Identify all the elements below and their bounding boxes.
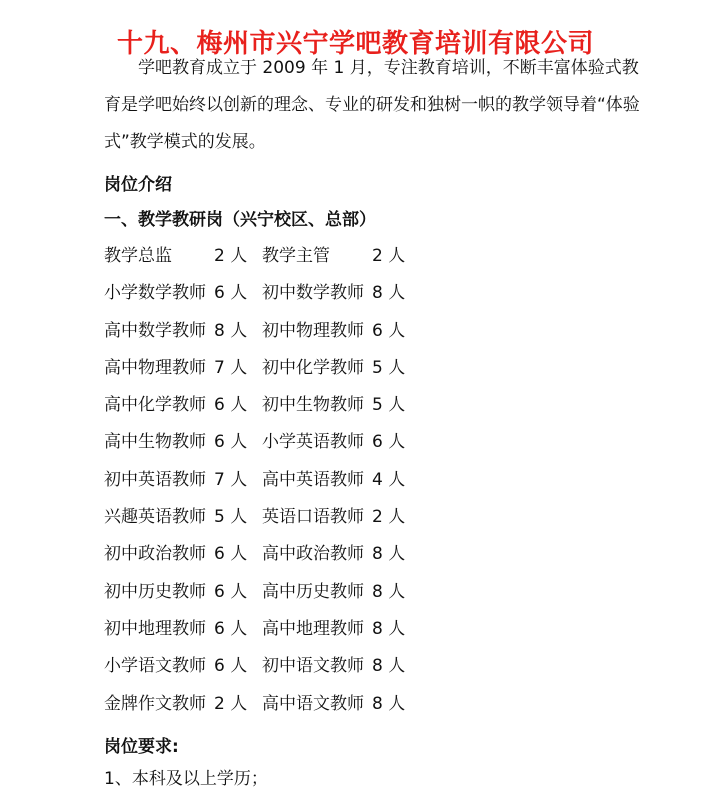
position-name: 高中地理教师 [262, 618, 364, 639]
requirements-heading: 岗位要求: [104, 737, 179, 757]
position-name: 兴趣英语教师 [104, 507, 206, 528]
position-name: 高中物理教师 [104, 357, 206, 378]
position-name: 初中政治教师 [104, 544, 206, 565]
position-count: 6 人 [372, 432, 406, 453]
position-row [104, 611, 420, 648]
position-name: 初中语文教师 [262, 656, 364, 677]
position-count: 2 人 [372, 246, 406, 266]
position-row [104, 275, 420, 312]
position-name: 小学语文教师 [104, 656, 206, 677]
position-count: 6 人 [372, 320, 406, 341]
position-row [104, 648, 420, 685]
position-count: 6 人 [214, 395, 248, 416]
section-heading-teaching: 一、教学教研岗（兴宁校区、总部） [104, 210, 376, 230]
position-row [104, 499, 420, 536]
position-name: 小学英语教师 [262, 432, 364, 453]
position-count: 8 人 [214, 320, 248, 341]
position-name: 小学数学教师 [104, 283, 206, 304]
position-count: 8 人 [372, 656, 406, 677]
company-intro-paragraph: 学吧教育成立于 2009 年 1 月，专注教育培训，不断丰富体验式教育是学吧始终以创新的理念、专业的研发和独树一帜的教学领导着“体验式”教学模式的发展。 [104, 58, 640, 152]
position-count: 8 人 [372, 618, 406, 639]
position-name: 高中生物教师 [104, 432, 206, 453]
position-count: 6 人 [214, 618, 248, 639]
position-row [104, 574, 420, 611]
position-name: 初中英语教师 [104, 469, 206, 490]
position-count: 7 人 [214, 469, 248, 490]
position-count: 6 人 [214, 581, 248, 602]
position-count: 6 人 [214, 432, 248, 453]
position-count: 8 人 [372, 693, 406, 714]
requirement-item: 1、本科及以上学历； [104, 769, 268, 789]
position-name: 初中化学教师 [262, 357, 364, 378]
position-count: 4 人 [372, 469, 406, 490]
position-name: 高中英语教师 [262, 469, 364, 490]
position-name: 教学主管 [262, 246, 330, 266]
position-name: 高中历史教师 [262, 581, 364, 602]
position-row [104, 238, 420, 275]
position-name: 高中化学教师 [104, 395, 206, 416]
position-name: 初中历史教师 [104, 581, 206, 602]
position-name: 初中地理教师 [104, 618, 206, 639]
position-row [104, 462, 420, 499]
position-name: 初中生物教师 [262, 395, 364, 416]
position-count: 8 人 [372, 283, 406, 304]
position-count: 2 人 [214, 246, 248, 266]
position-row [104, 686, 420, 723]
position-name: 高中政治教师 [262, 544, 364, 565]
position-name: 高中数学教师 [104, 320, 206, 341]
position-row [104, 350, 420, 387]
position-count: 8 人 [372, 581, 406, 602]
position-count: 5 人 [372, 357, 406, 378]
position-count: 5 人 [372, 395, 406, 416]
position-count: 6 人 [214, 544, 248, 565]
position-name: 初中数学教师 [262, 283, 364, 304]
positions-list [104, 238, 420, 723]
positions-heading: 岗位介绍 [104, 175, 172, 195]
position-count: 2 人 [214, 693, 248, 714]
position-row [104, 424, 420, 461]
position-row [104, 387, 420, 424]
page-title: 十九、梅州市兴宁学吧教育培训有限公司 [116, 29, 594, 60]
position-name: 初中物理教师 [262, 320, 364, 341]
position-row [104, 536, 420, 573]
position-name: 高中语文教师 [262, 693, 364, 714]
position-count: 6 人 [214, 656, 248, 677]
position-count: 7 人 [214, 357, 248, 378]
position-name: 金牌作文教师 [104, 693, 206, 714]
position-name: 教学总监 [104, 246, 172, 266]
position-count: 5 人 [214, 507, 248, 528]
position-count: 6 人 [214, 283, 248, 304]
position-count: 8 人 [372, 544, 406, 565]
position-count: 2 人 [372, 507, 406, 528]
position-row [104, 313, 420, 350]
position-name: 英语口语教师 [262, 507, 364, 528]
